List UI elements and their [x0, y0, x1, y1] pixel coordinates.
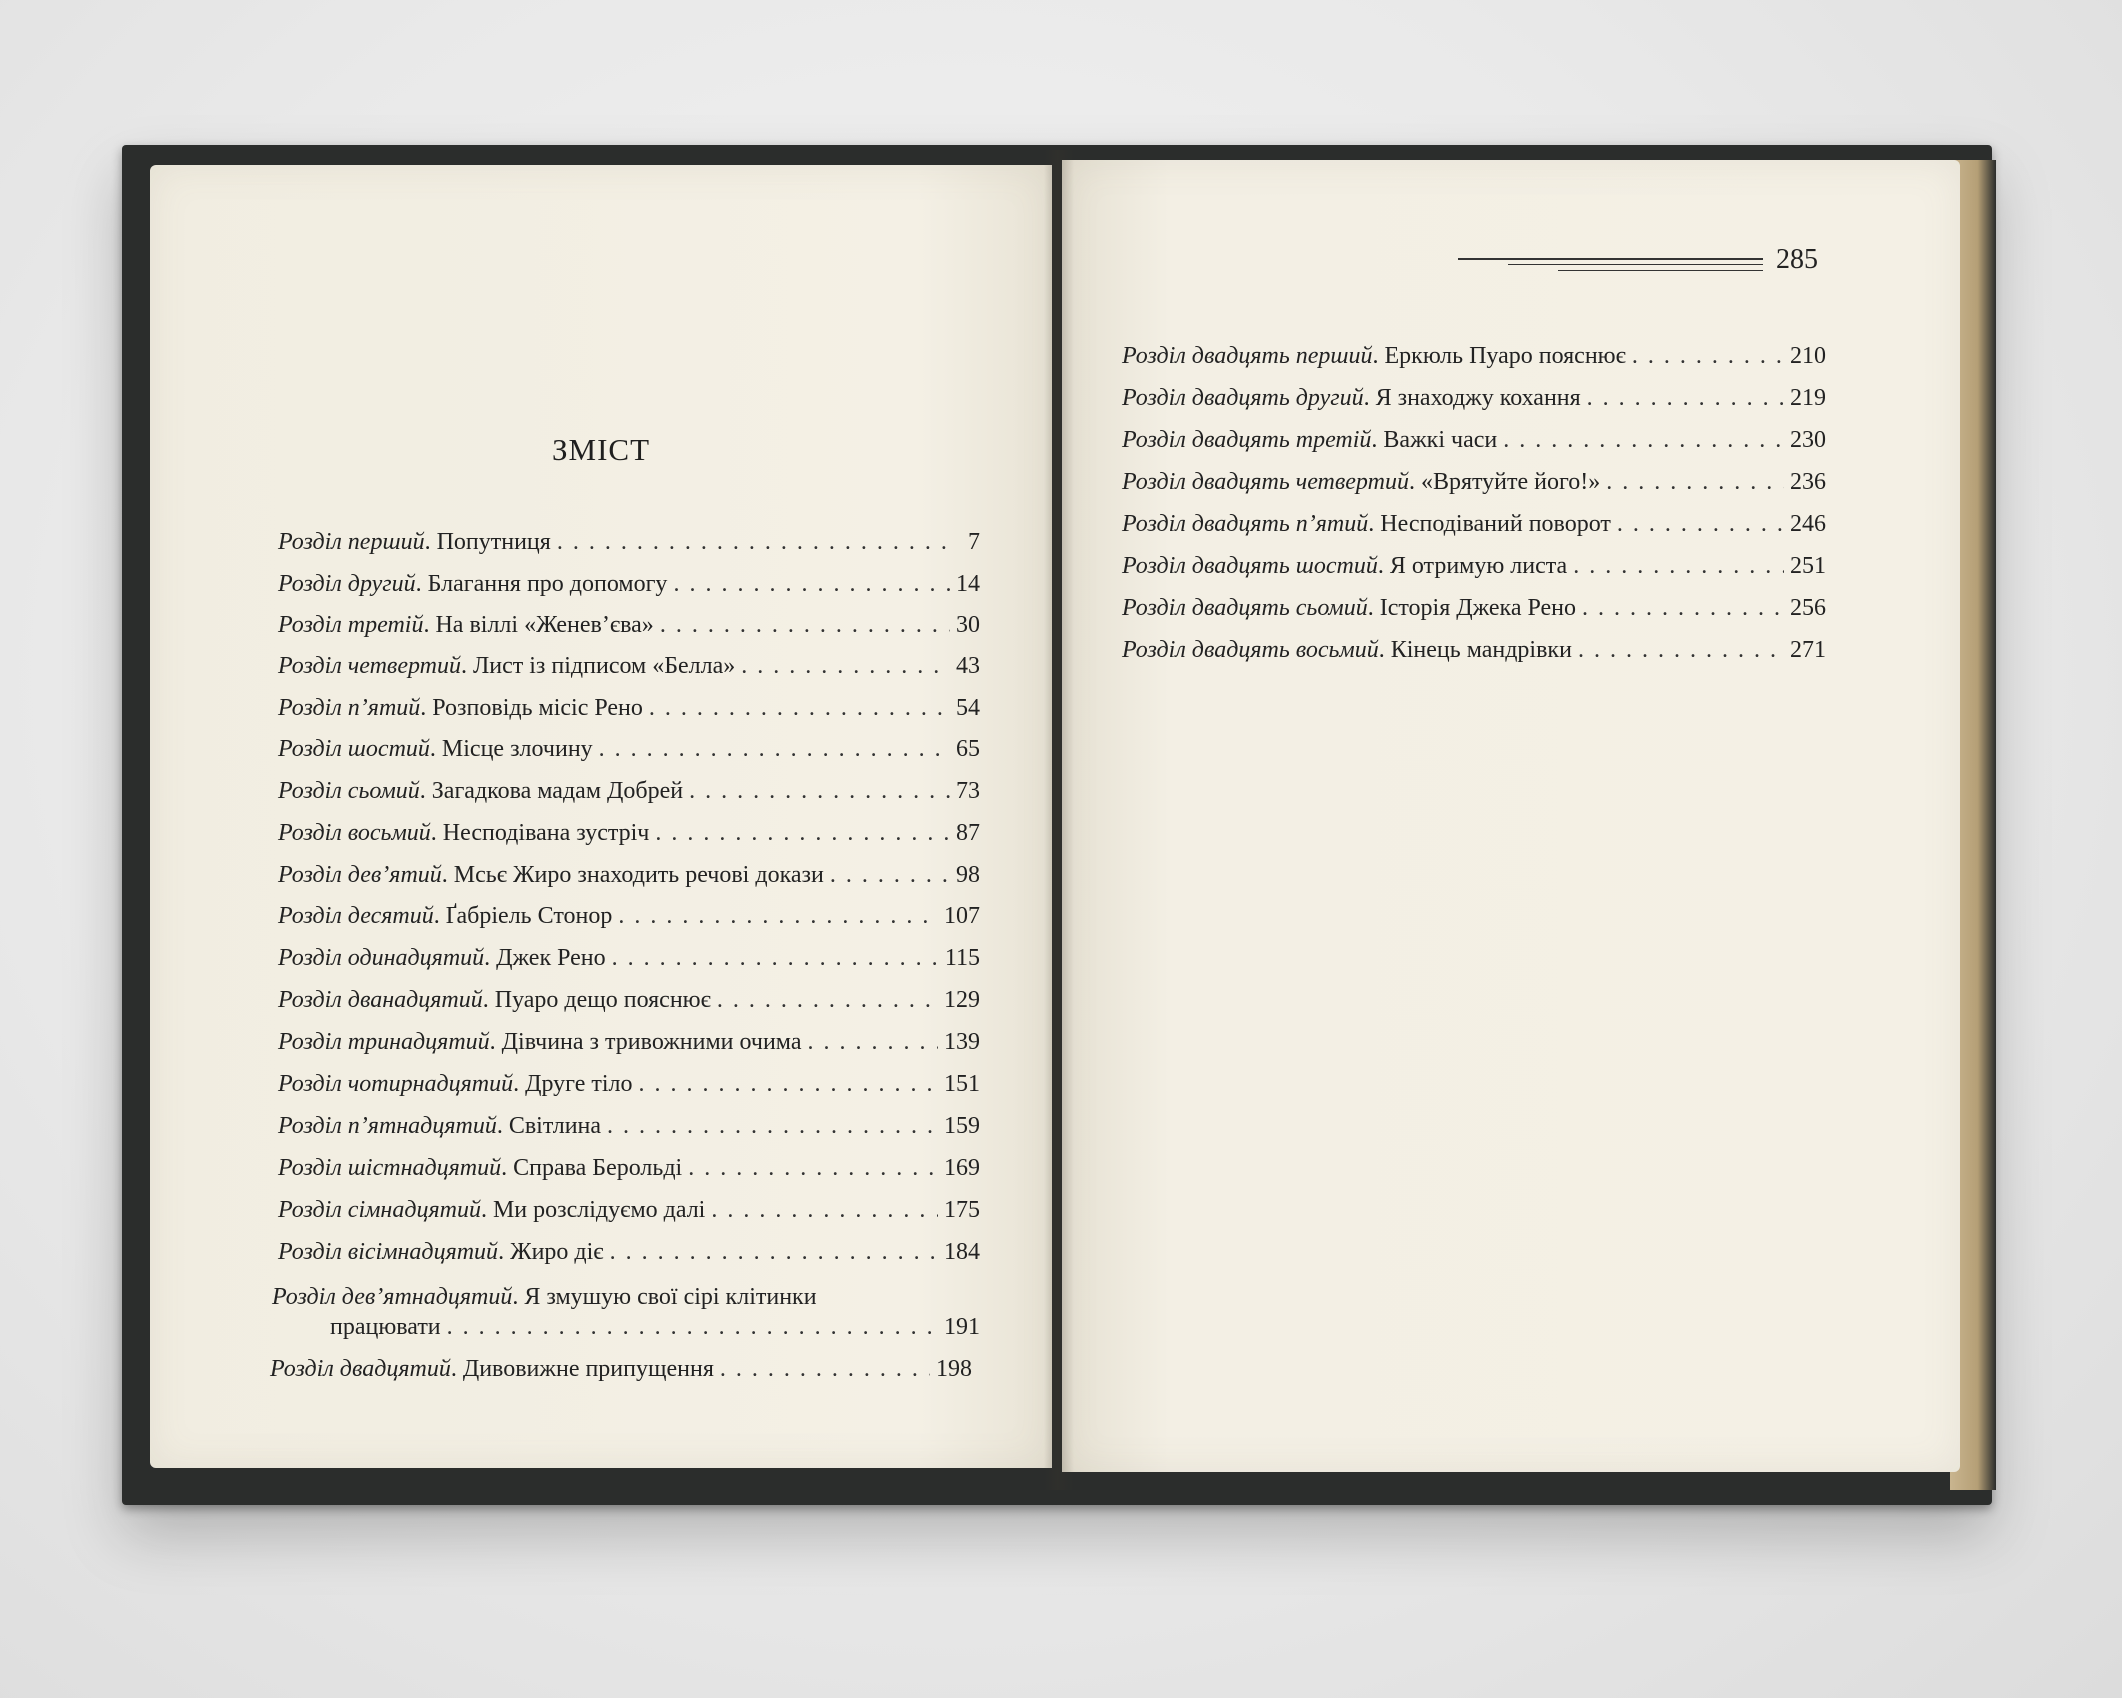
running-header-rule — [1458, 246, 1828, 276]
toc-entry: Розділ двадцять сьомий . Історія Джека Рено . . . 256 — [1122, 593, 1826, 623]
toc-entry: Розділ шостий . Місце злочину . . . 65 — [278, 734, 980, 764]
dot-leader — [660, 610, 950, 640]
chapter-label: Розділ чотирнадцятий — [278, 1071, 514, 1097]
toc-entry: Розділ п’ятнадцятий . Світлина . . . 159 — [278, 1111, 980, 1141]
dot-leader — [610, 1237, 938, 1267]
toc-entry: Розділ двадцять другий . Я знаходжу кохання . . . 219 — [1122, 383, 1826, 413]
toc-entry: Розділ сімнадцятий . Ми розслідуємо далі . . . 175 — [278, 1195, 980, 1225]
chapter-title: Важкі часи — [1383, 427, 1498, 453]
chapter-label: Розділ дев’ятий — [278, 862, 442, 888]
toc-entry: Розділ двадцять третій . Важкі часи . . . 230 — [1122, 425, 1826, 455]
toc-entry: Розділ двадцять четвертий . «Врятуйте його!» . . . 236 — [1122, 467, 1826, 497]
toc-entry: Розділ шістнадцятий . Справа Берольді . . . 169 — [278, 1153, 980, 1183]
page-ref: 43 — [956, 653, 980, 679]
chapter-title: На віллі «Женев’єва» — [435, 612, 654, 638]
toc-entry: Розділ десятий . Ґабріель Стонор . . . 107 — [278, 901, 980, 931]
dot-leader — [688, 1153, 938, 1183]
chapter-label: Розділ тринадцятий — [278, 1029, 490, 1055]
chapter-title: Дівчина з тривожними очима — [501, 1029, 802, 1055]
chapter-title: Я отримую листа — [1389, 553, 1568, 579]
chapter-label: Розділ другий — [278, 571, 416, 597]
page-ref: 191 — [944, 1314, 980, 1340]
chapter-title: Несподівана зустріч — [442, 820, 650, 846]
toc-entry: Розділ четвертий . Лист із підписом «Белла» . . . 43 — [278, 651, 980, 681]
dot-leader — [639, 1069, 939, 1099]
toc-title: ЗМІСТ — [551, 432, 651, 467]
page-ref: 14 — [956, 571, 980, 597]
toc-entry: Розділ третій . На віллі «Женев’єва» . . . 30 — [278, 610, 980, 640]
chapter-title: Джек Рено — [496, 945, 606, 971]
chapter-title: Лист із підписом «Белла» — [473, 653, 736, 679]
page-ref: 198 — [936, 1356, 972, 1382]
page-ref: 115 — [944, 945, 980, 971]
chapter-label: Розділ восьмий — [278, 820, 431, 846]
page-ref: 256 — [1790, 595, 1826, 621]
dot-leader — [618, 901, 938, 931]
toc-entry: Розділ двадцятий . Дивовижне припущення . . . 198 — [270, 1354, 972, 1384]
page-ref: 175 — [944, 1197, 980, 1223]
toc-entry: Розділ одинадцятий . Джек Рено . . . 115 — [278, 943, 980, 973]
page-ref: 271 — [1790, 637, 1826, 663]
dot-leader — [655, 818, 950, 848]
dot-leader — [673, 569, 950, 599]
toc-entry: Розділ чотирнадцятий . Друге тіло . . . 151 — [278, 1069, 980, 1099]
dot-leader — [1587, 383, 1784, 413]
dot-leader — [1582, 593, 1784, 623]
page-ref: 251 — [1790, 553, 1826, 579]
toc-entry: Розділ восьмий . Несподівана зустріч . . . 87 — [278, 818, 980, 848]
page-ref: 30 — [956, 612, 980, 638]
header-rule-middle — [1508, 264, 1763, 265]
chapter-label: Розділ двадцять перший — [1122, 343, 1373, 369]
toc-entry: Розділ двадцять перший . Еркюль Пуаро пояснює . . . 210 — [1122, 341, 1826, 371]
chapter-title: Загадкова мадам Добрей — [431, 778, 684, 804]
page-ref: 54 — [956, 695, 980, 721]
chapter-label: Розділ двадцять восьмий — [1122, 637, 1379, 663]
chapter-title: Дивовижне припущення — [462, 1356, 714, 1382]
header-rule-bottom — [1558, 270, 1763, 271]
page-ref: 184 — [944, 1239, 980, 1265]
page-ref: 159 — [944, 1113, 980, 1139]
toc-entry: Розділ дев’ятий . Мсьє Жиро знаходить речові докази . . . 98 — [278, 860, 980, 890]
header-rule-top — [1458, 258, 1763, 260]
toc-entry: Розділ вісімнадцятий . Жиро діє . . . 184 — [278, 1237, 980, 1267]
page-ref: 73 — [956, 778, 980, 804]
chapter-title: Історія Джека Рено — [1379, 595, 1577, 621]
page-ref: 169 — [944, 1155, 980, 1181]
chapter-title: Несподіваний поворот — [1380, 511, 1611, 537]
toc-entry-two-line: Розділ дев’ятнадцятий. Я змушую свої сірі клітинки працювати . . . 191 — [272, 1282, 980, 1342]
book-gutter — [1044, 150, 1074, 1490]
chapter-label: Розділ двадцять шостий — [1122, 553, 1378, 579]
toc-entry: Розділ двадцять шостий . Я отримую листа . . . 251 — [1122, 551, 1826, 581]
chapter-label: Розділ дев’ятнадцятий — [272, 1284, 513, 1310]
chapter-title: Мсьє Жиро знаходить речові докази — [453, 862, 824, 888]
toc-entry: Розділ сьомий . Загадкова мадам Добрей . . . 73 — [278, 776, 980, 806]
page-ref: 107 — [944, 903, 980, 929]
chapter-label: Розділ шостий — [278, 736, 430, 762]
chapter-label: Розділ третій — [278, 612, 424, 638]
chapter-label: Розділ сьомий — [278, 778, 420, 804]
chapter-title: Ґабріель Стонор — [445, 903, 613, 929]
chapter-label: Розділ перший — [278, 529, 425, 555]
chapter-label: Розділ двадцять п’ятий — [1122, 511, 1369, 537]
chapter-title-continued: працювати — [330, 1314, 441, 1340]
page-ref: 246 — [1790, 511, 1826, 537]
chapter-label: Розділ одинадцятий — [278, 945, 485, 971]
dot-leader — [717, 985, 938, 1015]
chapter-label: Розділ двадцять четвертий — [1122, 469, 1409, 495]
chapter-label: Розділ п’ятнадцятий — [278, 1113, 497, 1139]
page-ref: 219 — [1790, 385, 1826, 411]
chapter-label: Розділ вісімнадцятий — [278, 1239, 499, 1265]
chapter-label: Розділ шістнадцятий — [278, 1155, 502, 1181]
dot-leader — [807, 1027, 938, 1057]
chapter-title: Благання про допомогу — [427, 571, 668, 597]
page-ref: 7 — [968, 529, 980, 555]
chapter-label: Розділ п’ятий — [278, 695, 421, 721]
chapter-label: Розділ двадцятий — [270, 1356, 451, 1382]
dot-leader — [741, 651, 950, 681]
dot-leader — [1632, 341, 1784, 371]
chapter-title: Ми розслідуємо далі — [492, 1197, 706, 1223]
page-ref: 65 — [956, 736, 980, 762]
toc-entry: Розділ п’ятий . Розповідь місіс Рено . . . 54 — [278, 693, 980, 723]
dot-leader — [557, 527, 954, 557]
toc-entry: Розділ двадцять восьмий . Кінець мандрівки . . . 271 — [1122, 635, 1826, 665]
chapter-title: Еркюль Пуаро пояснює — [1384, 343, 1626, 369]
page-ref: 210 — [1790, 343, 1826, 369]
toc-entry: Розділ двадцять п’ятий . Несподіваний поворот . . . 246 — [1122, 509, 1826, 539]
toc-entry: Розділ тринадцятий . Дівчина з тривожними очима . . . 139 — [278, 1027, 980, 1057]
page-ref: 139 — [944, 1029, 980, 1055]
chapter-title: Місце злочину — [441, 736, 593, 762]
chapter-title: «Врятуйте його!» — [1420, 469, 1601, 495]
dot-leader — [1573, 551, 1784, 581]
chapter-title: Пуаро дещо пояснює — [494, 987, 711, 1013]
dot-leader — [649, 693, 950, 723]
dot-leader — [720, 1354, 930, 1384]
left-page — [150, 165, 1052, 1468]
page-ref: 98 — [956, 862, 980, 888]
dot-leader — [711, 1195, 938, 1225]
page-ref: 129 — [944, 987, 980, 1013]
dot-leader — [1617, 509, 1784, 539]
page-ref: 87 — [956, 820, 980, 846]
chapter-label: Розділ двадцять сьомий — [1122, 595, 1368, 621]
dot-leader — [1606, 467, 1784, 497]
chapter-label: Розділ двадцять третій — [1122, 427, 1372, 453]
dot-leader — [599, 734, 950, 764]
chapter-title: Справа Берольді — [513, 1155, 683, 1181]
dot-leader — [1503, 425, 1784, 455]
page-number: 285 — [1776, 244, 1818, 275]
toc-entry: Розділ дванадцятий . Пуаро дещо пояснює . . . 129 — [278, 985, 980, 1015]
page-ref: 230 — [1790, 427, 1826, 453]
chapter-label: Розділ четвертий — [278, 653, 461, 679]
page-ref: 151 — [944, 1071, 980, 1097]
dot-leader — [447, 1312, 938, 1342]
chapter-title: Попутниця — [436, 529, 551, 555]
chapter-title: Друге тіло — [525, 1071, 633, 1097]
chapter-label: Розділ сімнадцятий — [278, 1197, 481, 1223]
chapter-label: Розділ дванадцятий — [278, 987, 483, 1013]
dot-leader — [612, 943, 939, 973]
chapter-label: Розділ двадцять другий — [1122, 385, 1364, 411]
chapter-title: Я змушую свої сірі клітинки — [524, 1284, 817, 1310]
chapter-label: Розділ десятий — [278, 903, 434, 929]
page-ref: 236 — [1790, 469, 1826, 495]
toc-entry: Розділ перший . Попутниця . . . 7 — [278, 527, 980, 557]
toc-entry: Розділ другий . Благання про допомогу . . . 14 — [278, 569, 980, 599]
dot-leader — [689, 776, 950, 806]
dot-leader — [830, 860, 950, 890]
dot-leader — [607, 1111, 938, 1141]
chapter-title: Я знаходжу кохання — [1375, 385, 1581, 411]
chapter-title: Світлина — [508, 1113, 602, 1139]
chapter-title: Кінець мандрівки — [1390, 637, 1572, 663]
chapter-title: Жиро діє — [510, 1239, 604, 1265]
chapter-title: Розповідь місіс Рено — [432, 695, 643, 721]
dot-leader — [1578, 635, 1784, 665]
